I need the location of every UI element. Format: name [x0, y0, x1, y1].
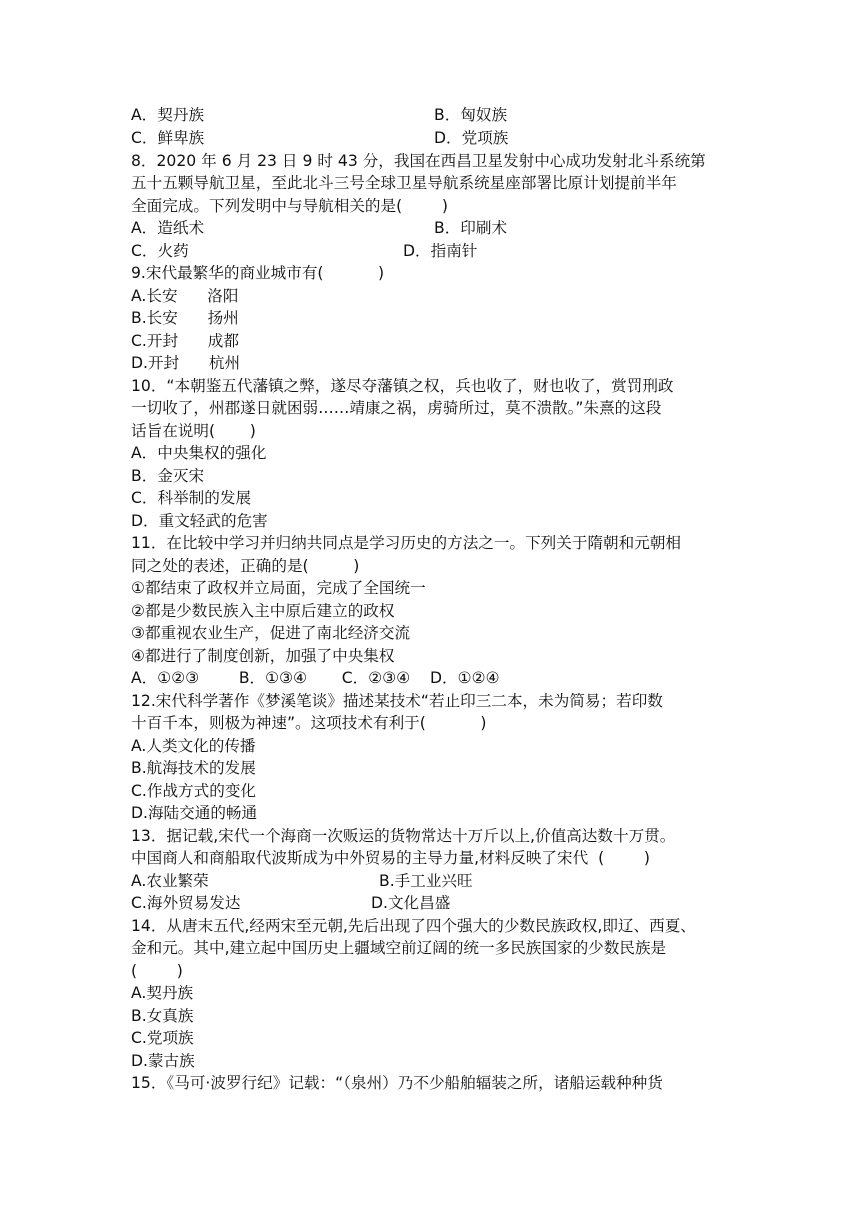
q13-option-b: B.手工业兴旺 — [379, 872, 473, 890]
q11-item-1: ①都结束了政权并立局面，完成了全国统一 — [131, 579, 426, 597]
q10-stem-line-3: 话旨在说明( ) — [131, 422, 256, 440]
q11-stem-line-1: 11．在比较中学习并归纳共同点是学习历史的方法之一。下列关于隋朝和元朝相 — [131, 534, 682, 552]
q14-option-b: B.女真族 — [131, 1007, 194, 1025]
q10-option-b: B．金灭宋 — [131, 467, 205, 485]
q12-option-a: A.人类文化的传播 — [131, 737, 256, 755]
q7-option-b: B．匈奴族 — [434, 106, 508, 124]
q9-option-d: D.开封 杭州 — [131, 354, 241, 372]
q14-option-c: C.党项族 — [131, 1029, 194, 1047]
q10-option-a: A．中央集权的强化 — [131, 444, 267, 462]
q8-option-a: A．造纸术 — [131, 219, 205, 237]
q13-option-c: C.海外贸易发达 — [131, 894, 241, 912]
q12-stem-line-2: 十百千本，则极为神速”。这项技术有利于( ) — [131, 714, 487, 732]
q7-option-c: C．鲜卑族 — [131, 129, 205, 147]
q10-stem-line-2: 一切收了，州郡遂日就困弱……靖康之祸，虏骑所过，莫不溃散。”朱熹的这段 — [131, 399, 662, 417]
q8-option-d: D．指南针 — [403, 242, 478, 260]
q12-stem-line-1: 12.宋代科学著作《梦溪笔谈》描述某技术“若止印三二本，未为简易；若印数 — [131, 692, 663, 710]
q8-stem-line-3: 全面完成。下列发明中与导航相关的是( ) — [131, 197, 448, 215]
q9-option-a: A.长安 洛阳 — [131, 287, 239, 305]
q8-option-b: B．印刷术 — [434, 219, 508, 237]
q10-option-c: C．科举制的发展 — [131, 489, 252, 507]
q11-stem-line-2: 同之处的表述，正确的是( ) — [131, 557, 360, 575]
q14-option-d: D.蒙古族 — [131, 1052, 195, 1070]
q12-option-d: D.海陆交通的畅通 — [131, 804, 258, 822]
q7-option-a: A．契丹族 — [131, 106, 205, 124]
q11-options: A．①②③ B．①③④ C．②③④ D．①②④ — [131, 669, 500, 687]
q9-stem: 9.宋代最繁华的商业城市有( ) — [131, 264, 385, 282]
q14-stem-line-3: ( ) — [131, 962, 183, 980]
q8-option-c: C．火药 — [131, 242, 189, 260]
q10-option-d: D．重文轻武的危害 — [131, 512, 268, 530]
q14-stem-line-2: 金和元。其中,建立起中国历史上疆域空前辽阔的统一多民族国家的少数民族是 — [131, 939, 667, 957]
q9-option-b: B.长安 扬州 — [131, 309, 239, 327]
q13-stem-line-2: 中国商人和商船取代波斯成为中外贸易的主导力量,材料反映了宋代 ( ) — [131, 849, 650, 867]
q7-option-d: D．党项族 — [434, 129, 509, 147]
q15-stem-line-1: 15．《马可·波罗行纪》记载：“（泉州）乃不少船舶辐装之所，诸船运载种种货 — [131, 1074, 663, 1092]
q13-option-a: A.农业繁荣 — [131, 872, 209, 890]
q13-option-d: D.文化昌盛 — [371, 894, 451, 912]
q8-stem-line-1: 8．2020 年 6 月 23 日 9 时 43 分，我国在西昌卫星发射中心成功发射北斗系统第 — [131, 152, 706, 170]
q11-item-2: ②都是少数民族入主中原后建立的政权 — [131, 602, 395, 620]
q12-option-c: C.作战方式的变化 — [131, 782, 257, 800]
q11-item-4: ④都进行了制度创新，加强了中央集权 — [131, 647, 395, 665]
q14-option-a: A.契丹族 — [131, 984, 194, 1002]
q8-stem-line-2: 五十五颗导航卫星，至此北斗三号全球卫星导航系统星座部署比原计划提前半年 — [131, 174, 677, 192]
q12-option-b: B.航海技术的发展 — [131, 759, 256, 777]
q10-stem-line-1: 10．“本朝鉴五代藩镇之弊，遂尽夺藩镇之权，兵也收了，财也收了，赏罚刑政 — [131, 377, 674, 395]
q13-stem-line-1: 13．据记载,宋代一个海商一次贩运的货物常达十万斤以上,价值高达数十万贯。 — [131, 827, 676, 845]
q14-stem-line-1: 14．从唐末五代,经两宋至元朝,先后出现了四个强大的少数民族政权,即辽、西夏、 — [131, 917, 696, 935]
q9-option-c: C.开封 成都 — [131, 332, 239, 350]
q11-item-3: ③都重视农业生产，促进了南北经济交流 — [131, 624, 411, 642]
